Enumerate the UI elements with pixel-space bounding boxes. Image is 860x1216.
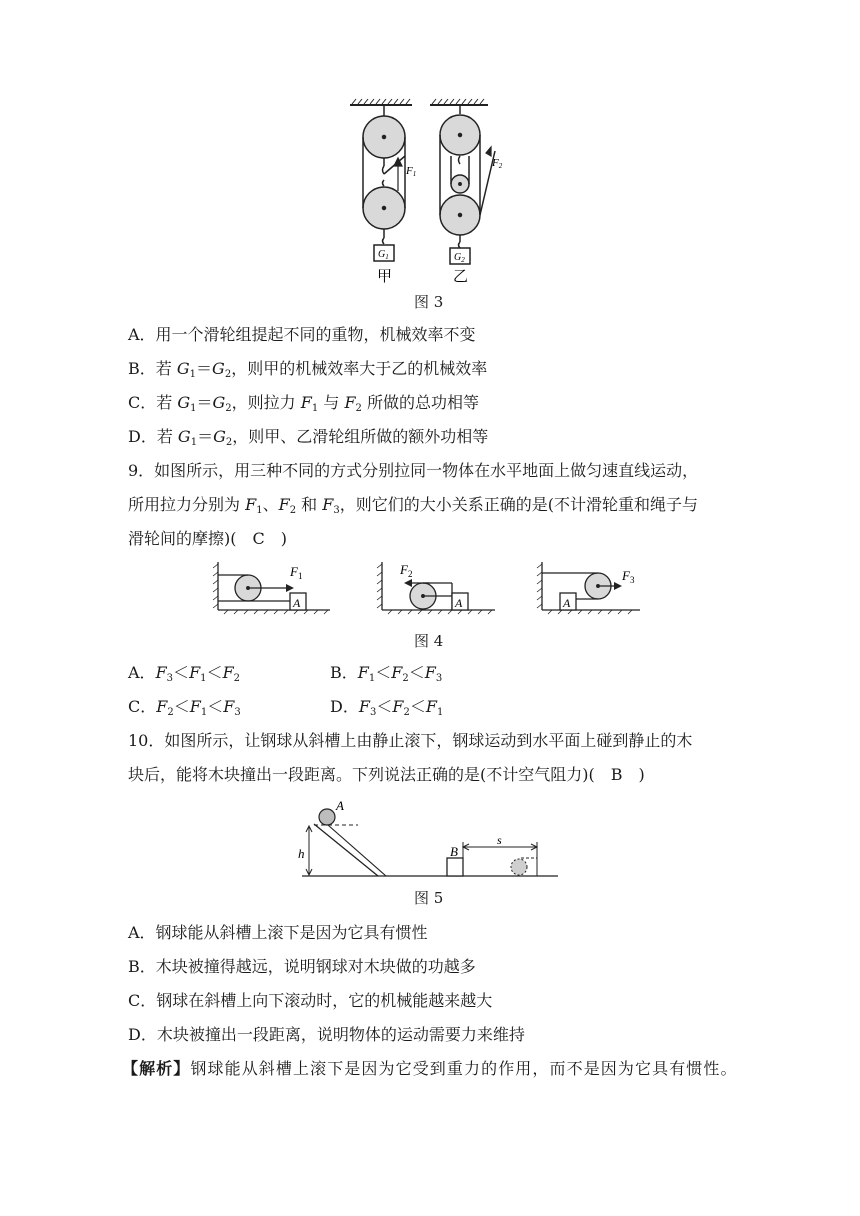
fig5-label-s: s xyxy=(497,833,502,847)
force-arrow-f2 xyxy=(486,147,491,156)
ball-final-position xyxy=(511,859,527,875)
q9-stem-line-1: 9．如图所示，用三种不同的方式分别拉同一物体在水平地面上做匀速直线运动， xyxy=(128,461,699,480)
q10-analysis xyxy=(122,1057,738,1081)
pulley-system-jia xyxy=(363,106,405,261)
analysis-tag: 【解析】 xyxy=(122,1059,191,1078)
q8-option-d: D．若 $G_1=G_2$，则甲、乙滑轮组所做的额外功相等 xyxy=(128,427,489,448)
q9-option-d: D．$F_3<F_2<F_1$ xyxy=(330,697,444,718)
label-f2: F2 xyxy=(492,157,503,170)
fig5-label-b: B xyxy=(450,844,458,859)
fig4-label-f2: $F_2$ xyxy=(400,562,413,579)
block-b xyxy=(447,858,463,876)
fig4-block-a-3: A xyxy=(563,596,571,610)
figure-5 xyxy=(296,796,566,882)
q10-option-b: B．木块被撞得越远，说明钢球对木块做的功越多 xyxy=(128,957,476,976)
q8-option-c: C．若 $G_1=G_2$，则拉力 $F_1$ 与 $F_2$ 所做的总功相等 xyxy=(128,393,480,414)
q10-option-c: C．钢球在斜槽上向下滚动时，它的机械能越来越大 xyxy=(128,991,493,1010)
q9-stem-line-2: 所用拉力分别为 $F_1$、$F_2$ 和 $F_3$，则它们的大小关系正确的是(不计滑轮重和绳子与 xyxy=(128,495,698,516)
label-yi: 乙 xyxy=(453,269,469,285)
figure-5-caption: 图 5 xyxy=(414,889,444,907)
fig4-block-a-2: A xyxy=(455,596,463,610)
label-g1: $G_1$ xyxy=(378,249,389,261)
fig4-label-f3: $F_3$ xyxy=(622,568,635,585)
fig4-arrow-f1 xyxy=(270,584,294,592)
fig4-label-f1: $F_1$ xyxy=(290,564,303,581)
figure-4-caption: 图 4 xyxy=(414,632,444,650)
q9-stem-line-3: 滑轮间的摩擦)( C ) xyxy=(128,529,287,548)
q10-stem-line-1: 10．如图所示，让钢球从斜槽上由静止滚下，钢球运动到水平面上碰到静止的木 xyxy=(128,731,693,750)
q9-option-c: C．$F_2<F_1<F_3$ xyxy=(128,697,241,718)
label-g2: $G_2$ xyxy=(454,252,465,264)
label-jia: 甲 xyxy=(377,269,393,285)
analysis-text: 钢球能从斜槽上滚下是因为它受到重力的作用，而不是因为它具有惯性。 xyxy=(190,1059,738,1078)
ceiling-right xyxy=(430,99,488,105)
label-f1: F1 xyxy=(406,165,417,178)
q9-option-b: B．$F_1<F_2<F_3$ xyxy=(330,663,443,684)
q10-stem-line-2: 块后，能将木块撞出一段距离。下列说法正确的是(不计空气阻力)( B ) xyxy=(128,765,645,784)
fig4-setup-2 xyxy=(377,562,495,614)
figure-3-caption: 图 3 xyxy=(414,293,444,311)
force-arrow-f1 xyxy=(394,158,402,191)
figure-4 xyxy=(210,560,650,620)
fig5-label-a: A xyxy=(336,798,344,813)
fig4-block-a-1: A xyxy=(293,596,301,610)
q10-option-d: D．木块被撞出一段距离，说明物体的运动需要力来维持 xyxy=(128,1025,525,1044)
ceiling-left xyxy=(350,99,412,105)
q10-option-a: A．钢球能从斜槽上滚下是因为它具有惯性 xyxy=(128,923,428,942)
fig5-label-h: h xyxy=(298,846,305,861)
q8-option-b: B．若 $G_1=G_2$，则甲的机械效率大于乙的机械效率 xyxy=(128,359,488,380)
q8-option-a: A．用一个滑轮组提起不同的重物，机械效率不变 xyxy=(128,325,476,344)
ramp xyxy=(314,824,378,876)
q9-option-a: A．$F_3<F_1<F_2$ xyxy=(128,663,241,684)
steel-ball-a xyxy=(319,809,335,825)
figure-3 xyxy=(340,96,503,286)
pulley-system-yi xyxy=(440,106,495,264)
